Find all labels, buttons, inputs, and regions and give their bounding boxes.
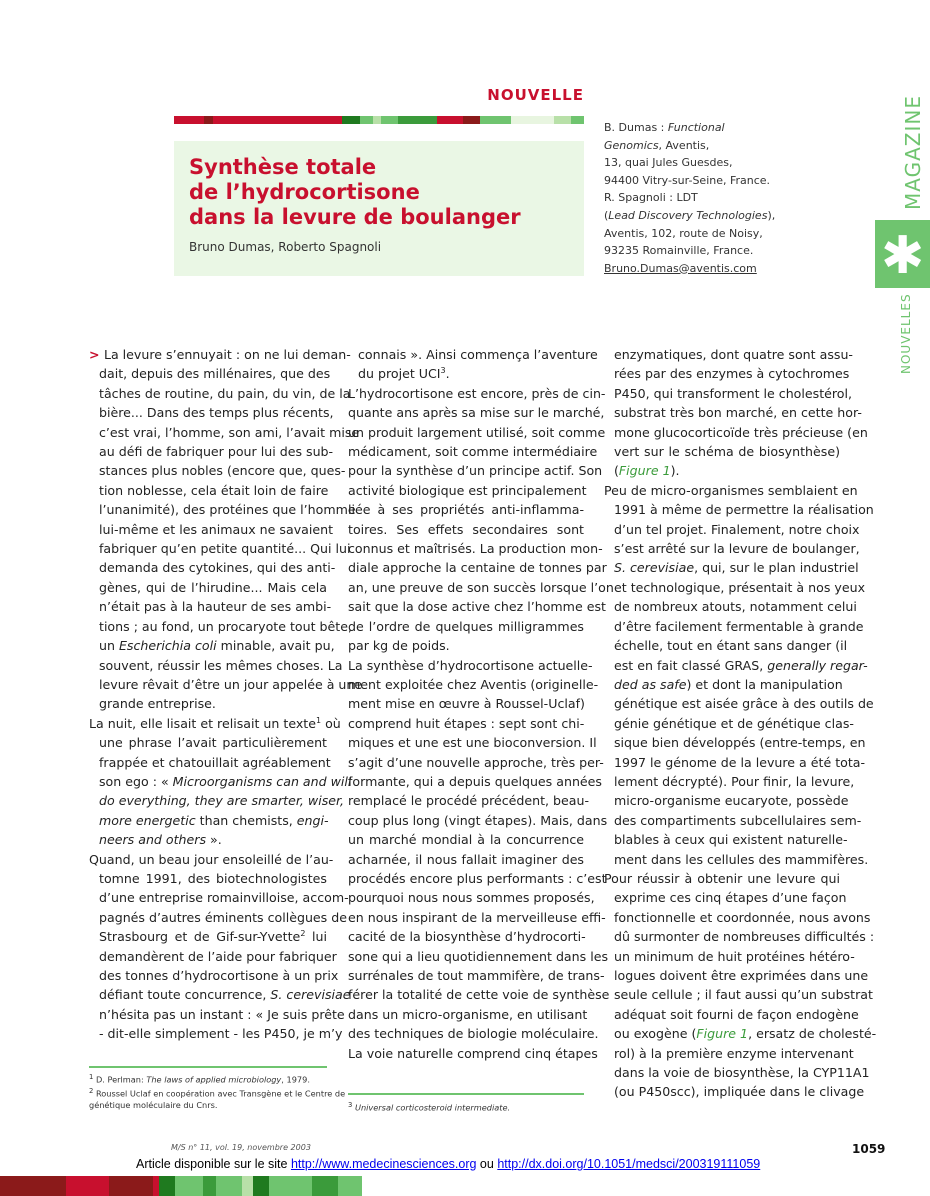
- color-bar-segment: [174, 116, 204, 124]
- text-line: exprime ces cinq étapes d’une façon: [614, 890, 847, 906]
- text-line: demandèrent de l’aide pour fabriquer: [99, 948, 337, 964]
- text-line: fabriquer qu’en petite quantité... Qui lui: [99, 541, 351, 557]
- text-line: de nombreux atouts, notamment celui: [614, 599, 857, 615]
- color-bar-segment: [554, 116, 571, 124]
- text-line: levure rêvait d’être un jour appelée à une: [99, 676, 363, 692]
- magazine-label: MAGAZINE: [901, 95, 925, 210]
- affiliation-line: (Lead Discovery Technologies),: [604, 208, 776, 222]
- affiliation-line: 93235 Romainville, France.: [604, 244, 754, 258]
- footnote-rule: [89, 1066, 327, 1068]
- color-bar-segment: [480, 116, 510, 124]
- text-line: connus et maîtrisés. La production mon-: [348, 541, 603, 557]
- footnote: $^1$ D. Perlman: The laws of applied microbiology, 1979.: [89, 1073, 310, 1085]
- text-line: par kg de poids.: [348, 638, 450, 654]
- top-color-bar: [174, 116, 584, 124]
- color-bar-segment: [269, 1176, 313, 1196]
- text-line: férer la totalité de cette voie de synthèse: [348, 987, 610, 1003]
- text-line: tâches de routine, du pain, du vin, de la: [99, 385, 351, 401]
- text-line: rées par des enzymes à cytochromes: [614, 366, 850, 382]
- text-line: dans un micro-organisme, en utilisant: [348, 1006, 588, 1022]
- text-line: sique bien développés (entre-temps, en: [614, 735, 866, 751]
- text-line: dans la voie de biosynthèse, la CYP11A1: [614, 1065, 870, 1081]
- text-line: des tonnes d’hydrocortisone à un prix: [99, 968, 339, 983]
- text-line: (Figure 1).: [614, 463, 680, 479]
- text-line: et technologique, présentait à nos yeux: [614, 579, 866, 595]
- text-line: ment dans les cellules des mammifères.: [614, 851, 869, 867]
- text-line: grande entreprise.: [99, 696, 216, 712]
- text-line: souvent, réussir les mêmes choses. La: [99, 657, 343, 673]
- authors: Bruno Dumas, Roberto Spagnoli: [189, 240, 382, 254]
- text-line: adéquat soit fourni de façon endogène: [614, 1006, 859, 1022]
- text-line: seule cellule ; il faut aussi qu’un substrat: [614, 987, 873, 1003]
- availability-prefix: Article disponible sur le site: [136, 1157, 291, 1171]
- text-line: Strasbourg et de Gif-sur-Yvette$^2$ lui: [99, 929, 327, 945]
- color-bar-segment: [342, 116, 359, 124]
- text-line: n’était pas à la hauteur de ses ambi-: [99, 599, 332, 615]
- text-line: miques et une est une bioconversion. Il: [348, 735, 597, 751]
- title-line-1: Synthèse totale: [189, 155, 377, 179]
- footnote: $^3$ Universal corticosteroid intermediate.: [348, 1101, 511, 1113]
- footnote-rule: [348, 1093, 584, 1095]
- bottom-color-bar: [0, 1176, 930, 1196]
- text-line: blables à ceux qui existent naturelle-: [614, 832, 848, 848]
- text-line: > La levure s’ennuyait : on ne lui deman-: [89, 347, 351, 362]
- color-bar-segment: [242, 1176, 253, 1196]
- text-line: surrénales de tout mammifère, de trans-: [348, 968, 605, 983]
- footnote: $^2$ Roussel Uclaf en coopération avec Transgène et le Centre de: [89, 1087, 346, 1099]
- color-bar-segment: [360, 116, 373, 124]
- text-column-1: [89, 345, 363, 1044]
- section-kicker: NOUVELLE: [487, 86, 584, 104]
- text-line: mone glucocorticoïde très précieuse (en: [614, 424, 868, 440]
- color-bar-segment: [312, 1176, 338, 1196]
- color-bar-segment: [213, 116, 342, 124]
- page-number: 1059: [852, 1142, 886, 1156]
- affiliation-line: 13, quai Jules Guesdes,: [604, 156, 733, 170]
- color-bar-segment: [203, 1176, 216, 1196]
- text-line: acharnée, il nous fallait imaginer des: [348, 851, 584, 867]
- text-line: son ego : « Microorganisms can and will: [99, 773, 352, 789]
- text-column-3: [604, 345, 877, 1102]
- text-line: ment mise en œuvre à Roussel-Uclaf): [348, 696, 585, 712]
- color-bar-segment: [253, 1176, 268, 1196]
- text-line: l’unanimité), des protéines que l’homme: [99, 502, 356, 518]
- footnotes-column-2: [348, 1100, 584, 1114]
- text-line: des compartiments subcellulaires sem-: [614, 812, 862, 828]
- text-line: connais ». Ainsi commença l’aventure: [358, 347, 598, 362]
- affiliation-block: [604, 119, 779, 277]
- text-line: remplacé le procédé précédent, beau-: [348, 793, 590, 809]
- text-line: (ou P450scc), impliquée dans le clivage: [614, 1084, 865, 1100]
- text-line: quante ans après sa mise sur le marché,: [348, 405, 605, 421]
- text-line: lement décrypté). Pour finir, la levure,: [614, 773, 855, 789]
- text-line: activité biologique est principalement: [348, 482, 587, 498]
- color-bar-segment: [571, 116, 584, 124]
- text-line: ment exploitée chez Aventis (originelle-: [348, 676, 599, 692]
- doi-link[interactable]: http://dx.doi.org/10.1051/medsci/200319111059: [497, 1157, 761, 1171]
- text-line: La synthèse d’hydrocortisone actuelle-: [348, 657, 593, 673]
- text-line: enzymatiques, dont quatre sont assu-: [614, 347, 853, 362]
- text-line: coup plus long (vingt étapes). Mais, dans: [348, 812, 608, 828]
- text-line: tion noblesse, cela était loin de faire: [99, 482, 329, 498]
- author-email-link[interactable]: Bruno.Dumas@aventis.com: [604, 261, 757, 275]
- color-bar-segment: [338, 1176, 362, 1196]
- text-line: un marché mondial à la concurrence: [348, 832, 584, 848]
- affiliation-line: 94400 Vitry-sur-Seine, France.: [604, 173, 771, 187]
- title-line-2: de l’hydrocortisone: [189, 180, 420, 204]
- text-line: - dit-elle simplement - les P450, je m’y: [99, 1026, 343, 1042]
- text-line: bière... Dans des temps plus récents,: [99, 405, 334, 421]
- text-line: d’une entreprise romainvilloise, accom-: [99, 890, 349, 906]
- color-bar-segment: [362, 1176, 930, 1196]
- text-line: sone qui a lieu quotidiennement dans les: [348, 948, 609, 964]
- text-line: 1991 à même de permettre la réalisation: [614, 502, 874, 518]
- text-line: d’un tel projet. Finalement, notre choix: [614, 521, 860, 537]
- availability-or: ou: [476, 1157, 498, 1171]
- text-line: échelle, tout en étant sans danger (il: [614, 638, 848, 654]
- text-line: ded as safe) et dont la manipulation: [614, 676, 843, 692]
- text-line: pour la synthèse d’un principe actif. Son: [348, 463, 603, 479]
- text-line: des techniques de biologie moléculaire.: [348, 1026, 599, 1042]
- nouvelles-label: NOUVELLES: [899, 293, 913, 374]
- text-column-2: [348, 345, 614, 1063]
- affiliation-line: Genomics, Aventis,: [604, 138, 710, 152]
- availability-line: [136, 1157, 760, 1171]
- text-line: La voie naturelle comprend cinq étapes: [348, 1045, 598, 1061]
- text-line: au défi de fabriquer pour lui des sub-: [99, 444, 334, 460]
- asterisk-icon: ✱: [875, 220, 930, 288]
- text-line: tions ; au fond, un procaryote tout bête,: [99, 618, 352, 634]
- journal-reference: M/S n° 11, vol. 19, novembre 2003: [171, 1143, 311, 1152]
- text-line: toires. Ses effets secondaires sont: [348, 521, 584, 537]
- text-line: L’hydrocortisone est encore, près de cin-: [348, 385, 606, 401]
- text-line: frappée et chatouillait agréablement: [99, 754, 331, 770]
- text-line: un Escherichia coli minable, avait pu,: [99, 638, 335, 654]
- text-line: c’est vrai, l’homme, son ami, l’avait mise: [99, 424, 360, 440]
- text-line: gènes, qui de l’hirudine... Mais cela: [99, 579, 327, 595]
- title-line-3: dans la levure de boulanger: [189, 205, 521, 229]
- text-line: formante, qui a depuis quelques années: [348, 773, 602, 789]
- text-line: S. cerevisiae, qui, sur le plan industriel: [614, 560, 859, 576]
- text-line: stances plus nobles (encore que, ques-: [99, 463, 346, 479]
- affiliation-line: B. Dumas : Functional: [604, 121, 725, 134]
- color-bar-segment: [66, 1176, 110, 1196]
- journal-site-link[interactable]: http://www.medecinesciences.org: [290, 1157, 477, 1171]
- text-line: Pour réussir à obtenir une levure qui: [604, 870, 840, 886]
- article-title: [189, 155, 579, 230]
- text-line: do everything, they are smarter, wiser,: [99, 793, 345, 809]
- footnote-continuation: génétique moléculaire du Cnrs.: [89, 1100, 218, 1111]
- text-line: P450, qui transforment le cholestérol,: [614, 385, 852, 401]
- text-line: lui-même et les animaux ne savaient: [99, 521, 334, 537]
- text-line: cacité de la biosynthèse d’hydrocorti-: [348, 929, 586, 945]
- text-line: pagnés d’autres éminents collègues de: [99, 909, 347, 925]
- text-line: diale approche la centaine de tonnes par: [348, 560, 607, 576]
- text-line: procédés encore plus performants : c’est: [348, 870, 607, 886]
- text-line: d’être facilement fermentable à grande: [614, 618, 864, 634]
- text-line: pourquoi nous nous sommes proposés,: [348, 890, 595, 906]
- color-bar-segment: [216, 1176, 242, 1196]
- text-line: défiant toute concurrence, S. cerevisiae: [99, 987, 351, 1003]
- text-line: an, une preuve de son succès lorsque l’on: [348, 579, 614, 595]
- color-bar-segment: [109, 1176, 153, 1196]
- color-bar-segment: [463, 116, 480, 124]
- text-line: liée à ses propriétés anti-inflamma-: [348, 502, 584, 518]
- color-bar-segment: [398, 116, 437, 124]
- text-line: vert sur le schéma de biosynthèse): [614, 444, 840, 460]
- text-line: une phrase l’avait particulièrement: [99, 735, 327, 751]
- text-line: dû surmonter de nombreuses difficultés :: [614, 929, 875, 945]
- text-line: ou exogène (Figure 1, ersatz de cholesté-: [614, 1026, 877, 1042]
- text-line: demanda des cytokines, qui des anti-: [99, 560, 336, 576]
- text-line: s’agit d’une nouvelle approche, très per-: [348, 754, 604, 770]
- color-bar-segment: [175, 1176, 203, 1196]
- text-line: n’hésita pas un instant : « Je suis prête: [99, 1006, 345, 1022]
- text-line: rol) à la première enzyme intervenant: [614, 1045, 854, 1061]
- color-bar-segment: [0, 1176, 66, 1196]
- text-line: s’est arrêté sur la levure de boulanger,: [614, 541, 860, 557]
- text-line: Peu de micro-organismes semblaient en: [604, 482, 858, 498]
- text-line: neers and others ».: [99, 832, 222, 848]
- color-bar-segment: [381, 116, 398, 124]
- sidebar-subsection-label: [886, 293, 916, 378]
- text-line: un minimum de huit protéines hétéro-: [614, 948, 855, 964]
- text-line: sait que la dose active chez l’homme est: [348, 599, 606, 615]
- text-line: substrat très bon marché, en cette hor-: [614, 405, 862, 421]
- footnotes-column-1: [89, 1072, 346, 1112]
- text-line: génie génétique et de génétique clas-: [614, 715, 854, 731]
- affiliation-line: R. Spagnoli : LDT: [604, 191, 698, 205]
- color-bar-segment: [373, 116, 382, 124]
- text-line: 1997 le génome de la levure a été tota-: [614, 754, 866, 770]
- text-line: médicament, soit comme intermédiaire: [348, 444, 598, 460]
- text-line: est en fait classé GRAS, generally regar-: [614, 657, 868, 673]
- affiliation-line: Aventis, 102, route de Noisy,: [604, 226, 763, 240]
- text-line: dait, depuis des millénaires, que des: [99, 366, 331, 382]
- text-line: La nuit, elle lisait et relisait un texte$^1$ où: [89, 715, 341, 731]
- text-line: fonctionnelle et coordonnée, nous avons: [614, 909, 871, 925]
- text-line: micro-organisme eucaryote, possède: [614, 793, 849, 809]
- color-bar-segment: [204, 116, 213, 124]
- text-line: tomne 1991, des biotechnologistes: [99, 870, 327, 886]
- color-bar-segment: [511, 116, 554, 124]
- text-line: un produit largement utilisé, soit comme: [348, 424, 606, 440]
- sidebar-section-label: [886, 95, 925, 210]
- text-line: de l’ordre de quelques milligrammes: [348, 618, 584, 634]
- text-line: du projet UCI$^3$.: [358, 366, 450, 382]
- color-bar-segment: [159, 1176, 174, 1196]
- text-line: comprend huit étapes : sept sont chi-: [348, 715, 585, 731]
- color-bar-segment: [437, 116, 463, 124]
- text-line: more energetic than chemists, engi-: [99, 812, 329, 828]
- text-line: génétique est aisée grâce à des outils de: [614, 696, 874, 712]
- text-line: Quand, un beau jour ensoleillé de l’au-: [89, 851, 334, 867]
- text-line: en nous inspirant de la merveilleuse effi-: [348, 909, 606, 925]
- text-line: logues doivent être exprimées dans une: [614, 968, 869, 983]
